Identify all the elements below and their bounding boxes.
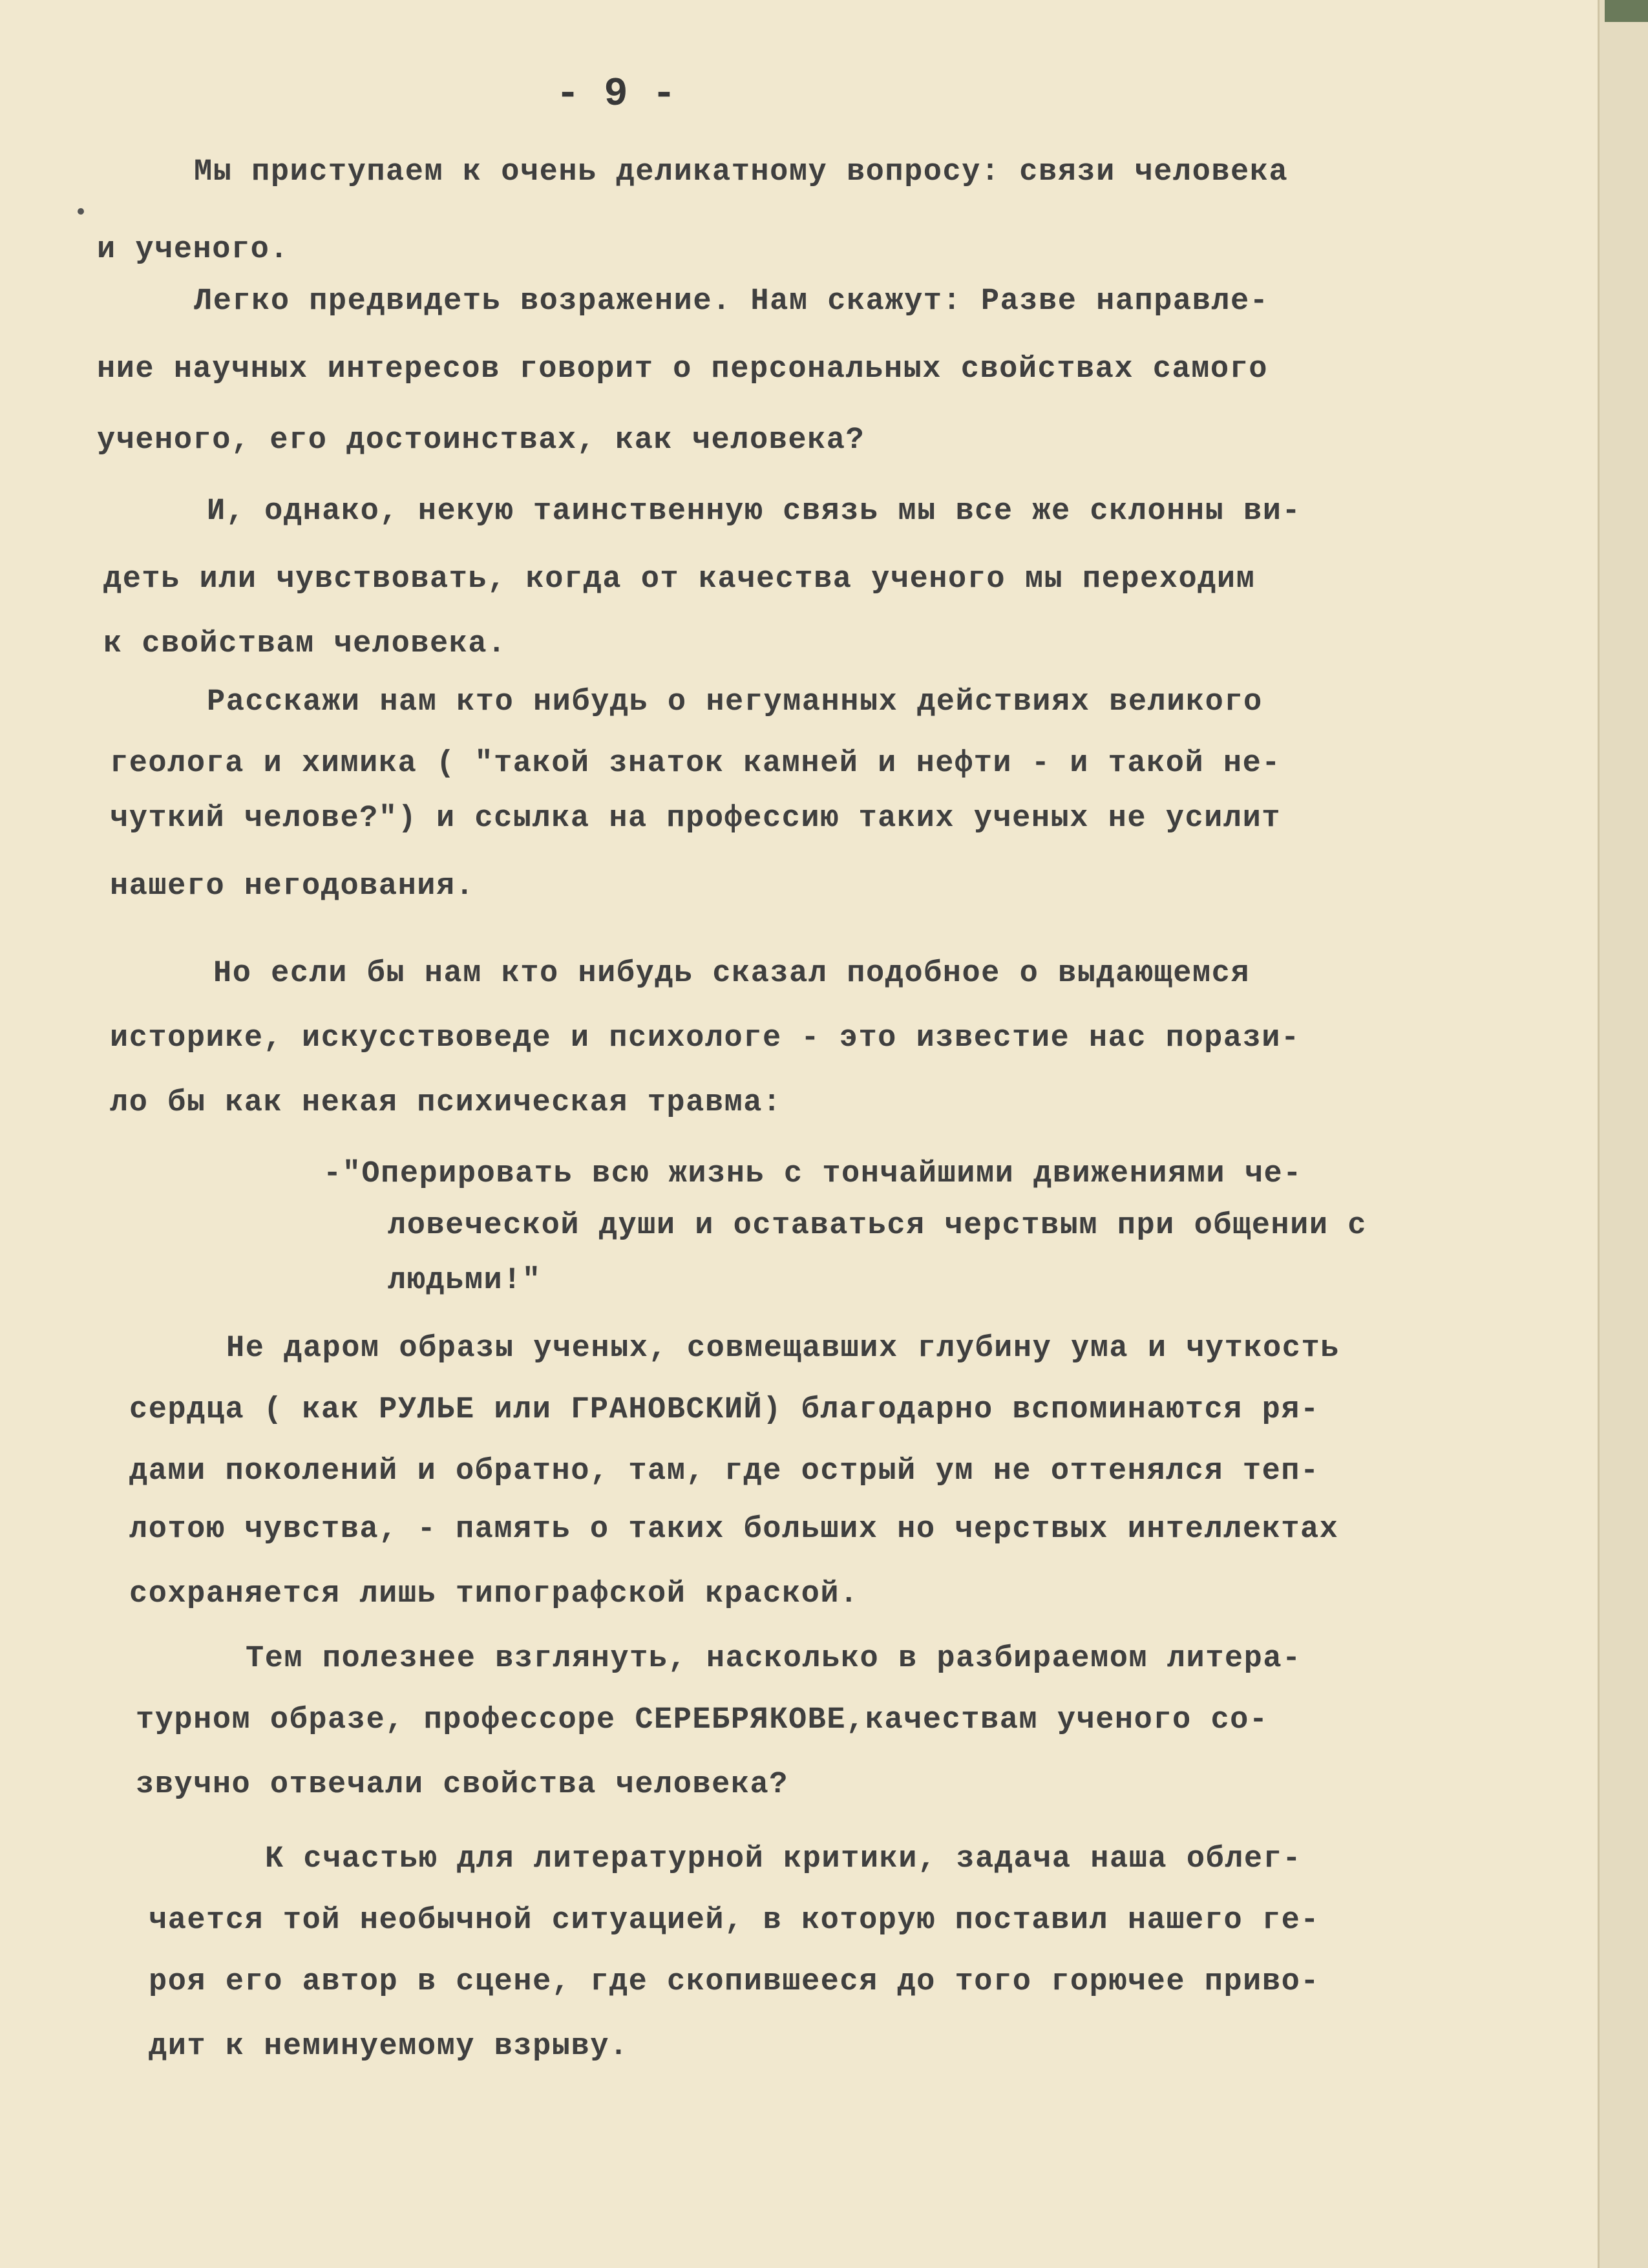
page-edge — [1598, 0, 1648, 2268]
page-number: - 9 - — [556, 71, 677, 117]
text-line: нашего негодования. — [110, 869, 475, 904]
text-line: ло бы как некая психическая травма: — [110, 1086, 782, 1120]
text-line: роя его автор в сцене, где скопившееся до того горючее приво- — [149, 1965, 1320, 1999]
text-line: деть или чувствовать, когда от качества ученого мы переходим — [103, 562, 1256, 597]
text-line: К счастью для литературной критики, задача наша облег- — [265, 1842, 1302, 1876]
text-line: Тем полезнее взглянуть, насколько в разбираемом литера- — [246, 1642, 1302, 1676]
stray-mark — [78, 208, 84, 215]
text-line: Расскажи нам кто нибудь о негуманных действиях великого — [207, 685, 1263, 719]
text-line: ученого, его достоинствах, как человека? — [97, 423, 865, 458]
text-line: к свойствам человека. — [103, 627, 507, 661]
text-line: и ученого. — [97, 233, 290, 267]
text-line: геолога и химика ( "такой знаток камней и нефти - и такой не- — [110, 747, 1281, 781]
text-line: дами поколений и обратно, там, где острый ум не оттенялся теп- — [129, 1454, 1320, 1489]
text-line: дит к неминуемому взрыву. — [149, 2030, 629, 2064]
text-line: Легко предвидеть возражение. Нам скажут: Разве направле- — [194, 284, 1269, 319]
text-line: сердца ( как РУЛЬЕ или ГРАНОВСКИЙ) благодарно вспоминаются ря- — [129, 1393, 1320, 1427]
text-line: историке, искусствоведе и психологе - это известие нас порази- — [110, 1021, 1300, 1055]
corner-mark — [1605, 0, 1648, 22]
text-line: Но если бы нам кто нибудь сказал подобное о выдающемся — [213, 957, 1251, 991]
text-line: турном образе, профессоре СЕРЕБРЯКОВЕ,качествам ученого со- — [136, 1703, 1269, 1737]
text-line: Не даром образы ученых, совмещавших глубину ума и чуткость — [226, 1331, 1340, 1366]
text-line: ние научных интересов говорит о персональных свойствах самого — [97, 352, 1268, 387]
text-line: чается той необычной ситуацией, в которую поставил нашего ге- — [149, 1903, 1320, 1938]
text-line: Мы приступаем к очень деликатному вопросу: связи человека — [194, 155, 1289, 189]
text-line: чуткий челове?") и ссылка на профессию таких ученых не усилит — [110, 801, 1281, 836]
text-line: звучно отвечали свойства человека? — [136, 1768, 788, 1802]
text-line: И, однако, некую таинственную связь мы все же склонны ви- — [207, 494, 1302, 529]
text-line: лотою чувства, - память о таких больших но черствых интеллектах — [129, 1512, 1339, 1547]
text-line: сохраняется лишь типографской краской. — [129, 1577, 859, 1611]
quote-line: ловеческой души и оставаться черствым при общении с — [388, 1209, 1367, 1243]
quote-line: -"Оперировать всю жизнь с тончайшими движениями че- — [323, 1157, 1302, 1191]
quote-line: людьми!" — [388, 1264, 542, 1298]
